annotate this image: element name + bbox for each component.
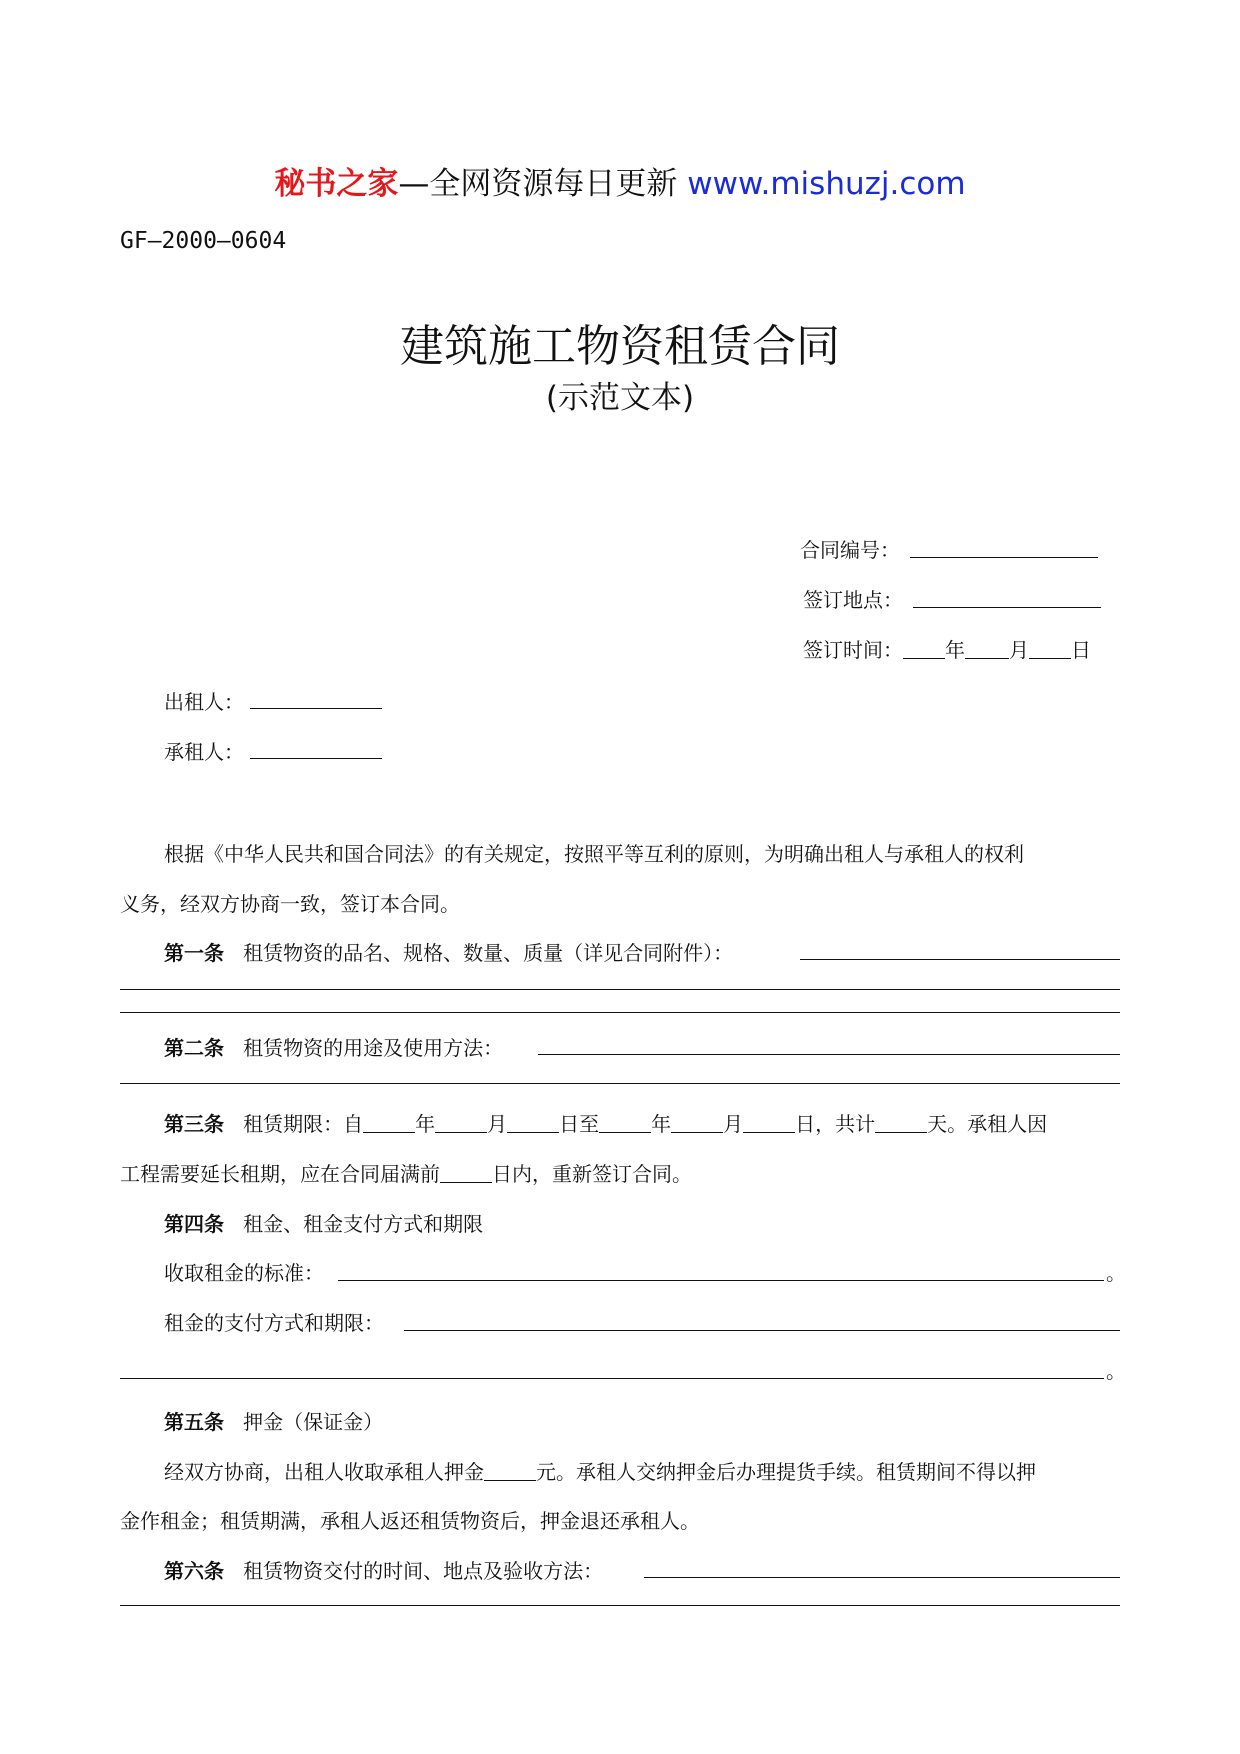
article-3-extension-tail: 日内，重新签订合同。 xyxy=(492,1162,692,1186)
rent-payment-label: 租金的支付方式和期限： xyxy=(164,1311,384,1335)
article-5 xyxy=(164,1406,383,1435)
rent-payment-period: 。 xyxy=(1106,1359,1126,1383)
start-month-field[interactable] xyxy=(435,1114,487,1133)
article-3-heading: 第三条 xyxy=(164,1112,224,1136)
deposit-text-tail: 元。承租人交纳押金后办理提货手续。租赁期间不得以押 xyxy=(536,1460,1036,1484)
article-2-field-line-2[interactable] xyxy=(120,1083,1120,1084)
end-month-field[interactable] xyxy=(671,1114,723,1133)
article-5-heading: 第五条 xyxy=(164,1410,224,1434)
preamble-line-2: 义务，经双方协商一致，签订本合同。 xyxy=(120,892,460,916)
deposit-amount-field[interactable] xyxy=(484,1462,536,1481)
article-2-text: 租赁物资的用途及使用方法： xyxy=(243,1036,504,1060)
article-6-field[interactable] xyxy=(644,1577,1120,1578)
total-days-field[interactable] xyxy=(875,1114,927,1133)
lessor-label: 出租人： xyxy=(164,690,244,714)
article-1-text: 租赁物资的品名、规格、数量、质量（详见合同附件）： xyxy=(243,941,734,965)
rent-payment-field[interactable] xyxy=(404,1330,1120,1331)
brand-name: 秘书之家 xyxy=(274,166,399,202)
end-year-label: 年 xyxy=(651,1112,672,1136)
sign-place-field[interactable] xyxy=(913,607,1101,608)
document-title: 建筑施工物资租赁合同 xyxy=(400,321,840,372)
end-month-label: 月 xyxy=(723,1112,744,1136)
year-label: 年 xyxy=(945,638,965,662)
preamble-line-1: 根据《中华人民共和国合同法》的有关规定，按照平等互利的原则，为明确出租人与承租人的权利 xyxy=(164,842,1024,866)
article-6-text: 租赁物资交付的时间、地点及验收方法： xyxy=(243,1559,604,1583)
sign-day-field[interactable] xyxy=(1029,640,1071,659)
deposit-text: 经双方协商，出租人收取承租人押金 xyxy=(164,1460,484,1484)
sign-place-label: 签订地点： xyxy=(803,588,903,612)
document-code: GF—2000—0604 xyxy=(120,228,287,254)
start-year-field[interactable] xyxy=(363,1114,415,1133)
article-2-heading: 第二条 xyxy=(164,1036,224,1060)
article-4-text: 租金、租金支付方式和期限 xyxy=(243,1212,484,1236)
article-1 xyxy=(164,937,733,966)
website-link[interactable]: www.mishuzj.com xyxy=(687,166,966,202)
article-4 xyxy=(164,1208,483,1237)
rent-standard-period: 。 xyxy=(1106,1261,1126,1285)
sign-month-field[interactable] xyxy=(965,640,1009,659)
header-banner xyxy=(0,158,1240,203)
article-3-line-1 xyxy=(164,1108,1047,1137)
article-1-field[interactable] xyxy=(800,959,1120,960)
start-day-field[interactable] xyxy=(507,1114,559,1133)
article-6-field-line-2[interactable] xyxy=(120,1605,1120,1606)
day-label: 日 xyxy=(1071,638,1091,662)
article-6-heading: 第六条 xyxy=(164,1559,224,1583)
article-4-heading: 第四条 xyxy=(164,1212,224,1236)
article-5-line-2: 金作租金；租赁期满，承租人返还租赁物资后，押金退还承租人。 xyxy=(120,1509,700,1533)
month-label: 月 xyxy=(1009,638,1029,662)
rent-standard-label: 收取租金的标准： xyxy=(164,1261,324,1285)
article-2-field[interactable] xyxy=(538,1054,1120,1055)
sign-year-field[interactable] xyxy=(903,640,945,659)
extension-days-field[interactable] xyxy=(440,1164,492,1183)
banner-slogan: —全网资源每日更新 xyxy=(398,166,688,202)
article-3-text: 租赁期限：自 xyxy=(243,1112,364,1136)
lessee-field[interactable] xyxy=(250,758,382,759)
lessor-field[interactable] xyxy=(250,708,382,709)
article-1-field-line-3[interactable] xyxy=(120,1012,1120,1013)
contract-number-field[interactable] xyxy=(910,557,1098,558)
article-1-field-line-2[interactable] xyxy=(120,989,1120,990)
rent-standard-field[interactable] xyxy=(338,1280,1104,1281)
article-3-line-2 xyxy=(120,1158,692,1187)
article-6 xyxy=(164,1555,603,1584)
start-month-label: 月 xyxy=(487,1112,508,1136)
sign-time-label: 签订时间： xyxy=(803,638,903,662)
article-1-heading: 第一条 xyxy=(164,941,224,965)
article-5-text: 押金（保证金） xyxy=(243,1410,384,1434)
document-subtitle: (示范文本) xyxy=(545,380,695,416)
start-day-label: 日至 xyxy=(559,1112,600,1136)
start-year-label: 年 xyxy=(415,1112,436,1136)
article-2 xyxy=(164,1032,503,1061)
article-3-extension-text: 工程需要延长租期，应在合同届满前 xyxy=(120,1162,440,1186)
article-5-line-1 xyxy=(164,1456,1036,1485)
contract-number-label: 合同编号： xyxy=(800,538,900,562)
end-year-field[interactable] xyxy=(599,1114,651,1133)
rent-payment-field-line-2[interactable] xyxy=(120,1378,1104,1379)
end-day-label: 日，共计 xyxy=(795,1112,876,1136)
article-3-tail: 天。承租人因 xyxy=(927,1112,1048,1136)
lessee-label: 承租人： xyxy=(164,740,244,764)
end-day-field[interactable] xyxy=(743,1114,795,1133)
sign-time-row xyxy=(803,634,1091,663)
